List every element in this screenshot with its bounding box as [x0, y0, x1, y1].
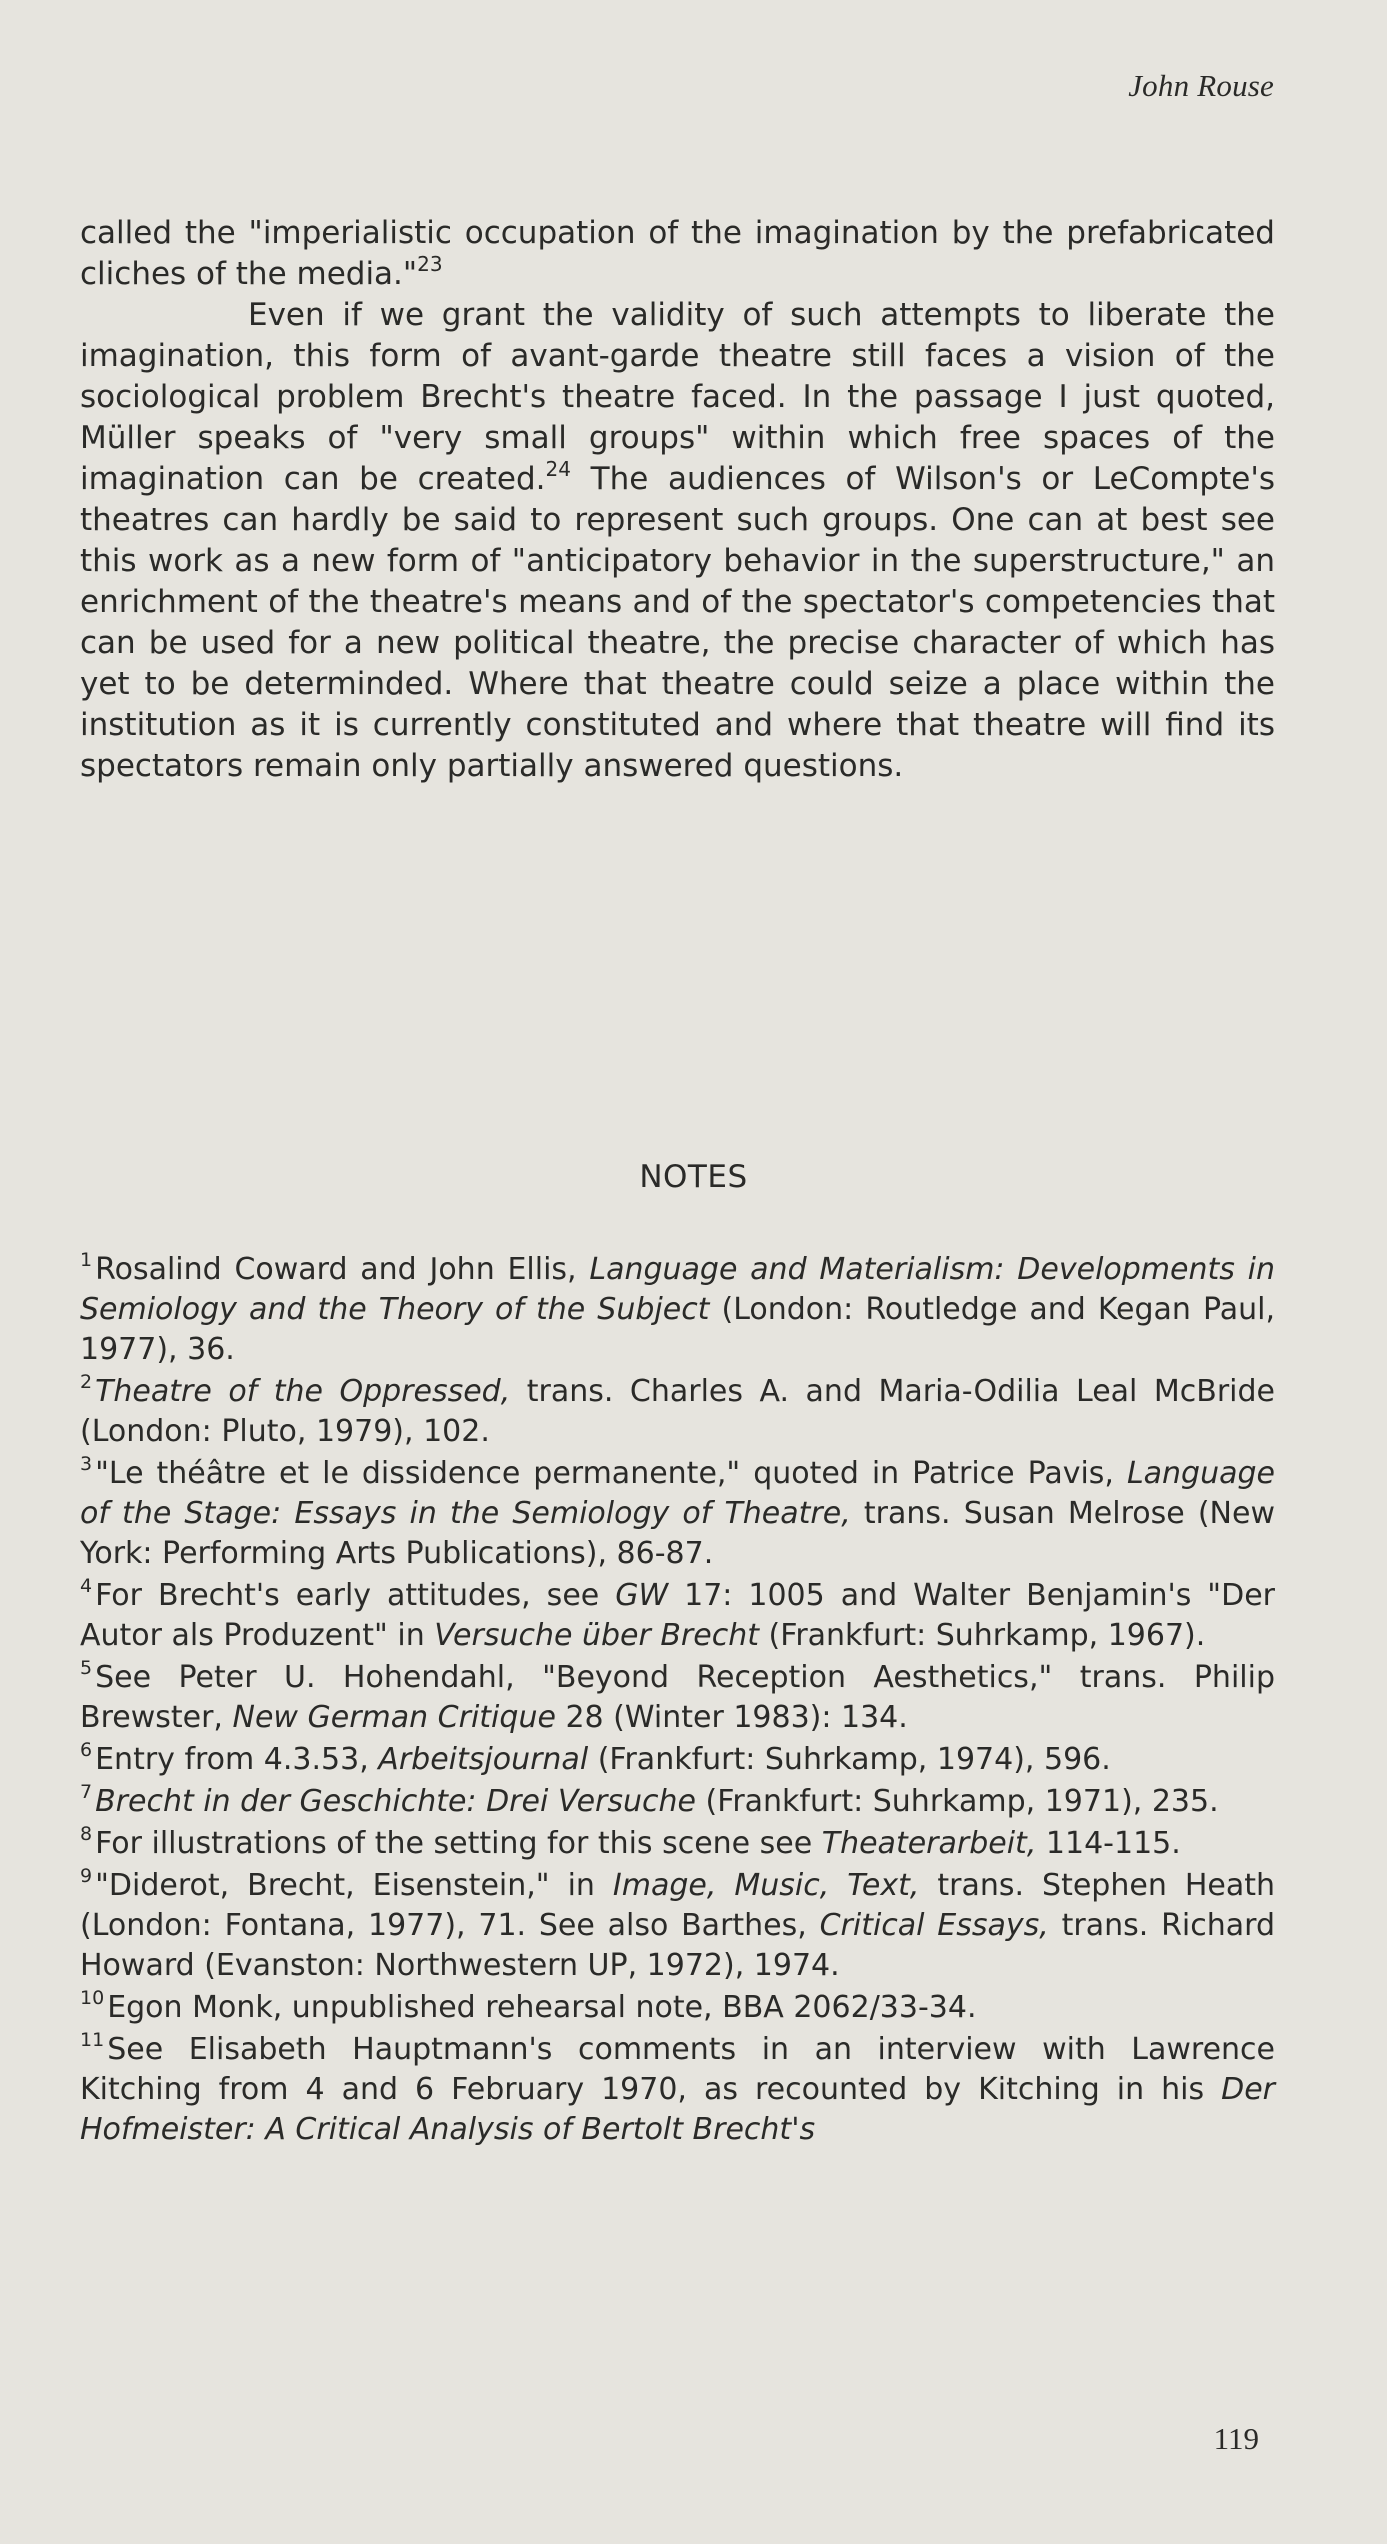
footnote-ref-24: 24 — [545, 457, 571, 481]
note-text: Rosalind Coward and John Ellis, — [95, 1252, 590, 1287]
note-text: 17: 1005 and Walter Benjamin's "Der Autor als Produzent" in — [80, 1578, 1275, 1653]
note-number: 7 — [80, 1781, 93, 1803]
note-text: "Diderot, Brecht, Eisenstein," in — [95, 1868, 613, 1903]
note-text: trans. Charles A. and Maria-Odilia Leal McBride (London: Pluto, 1979), 102. — [80, 1374, 1275, 1449]
note-text: For Brecht's early attitudes, see — [95, 1578, 616, 1613]
note-6 — [80, 1740, 1275, 1780]
note-5 — [80, 1658, 1275, 1738]
note-7 — [80, 1782, 1275, 1822]
note-number: 11 — [80, 2029, 105, 2051]
note-title: Critical Essays, — [819, 1908, 1049, 1943]
note-title: Language and Materialism: Developments in Semiology and the Theory of the Subject — [80, 1252, 1275, 1327]
note-number: 9 — [80, 1865, 93, 1887]
note-2 — [80, 1372, 1275, 1452]
note-number: 10 — [80, 1987, 105, 2009]
note-title: Image, Music, Text, — [612, 1868, 920, 1903]
notes-heading: NOTES — [639, 1159, 748, 1195]
note-text: See Peter U. Hohendahl, "Beyond Reception Aesthetics," trans. Philip Brewster, — [80, 1660, 1275, 1735]
note-title: Theaterarbeit, — [821, 1826, 1037, 1861]
note-number: 3 — [80, 1453, 93, 1475]
note-number: 6 — [80, 1739, 93, 1761]
note-title: New German Critique — [232, 1700, 556, 1735]
page-number: 119 — [1213, 2421, 1259, 2456]
note-title: Theatre of the Oppressed, — [95, 1374, 511, 1409]
note-1 — [80, 1250, 1275, 1370]
note-text: 114-115. — [1036, 1826, 1181, 1861]
note-number: 2 — [80, 1371, 93, 1393]
note-title: Der Hofmeister: A Critical Analysis of Bertolt Brecht's — [80, 2072, 1275, 2147]
paragraph-1: called the "imperialistic occupation of the imagination by the prefabricated cliches of the media."$^{23}$ — [80, 215, 1275, 292]
note-title: Brecht in der Geschichte: Drei Versuche — [95, 1784, 697, 1819]
running-header-author: John Rouse — [1128, 68, 1274, 103]
note-9 — [80, 1866, 1275, 1986]
note-title: Versuche über Brecht — [434, 1618, 759, 1653]
note-text: "Le théâtre et le dissidence permanente," quoted in Patrice Pavis, — [95, 1456, 1127, 1491]
note-title: Language of the Stage: Essays in the Semiology of Theatre, — [80, 1456, 1275, 1531]
note-4 — [80, 1576, 1275, 1656]
note-text: 28 (Winter 1983): 134. — [555, 1700, 908, 1735]
note-text: trans. Richard Howard (Evanston: Northwestern UP, 1972), 1974. — [80, 1908, 1276, 1983]
notes-list — [80, 1250, 1275, 2152]
body-text — [80, 213, 1275, 787]
note-text: Egon Monk, unpublished rehearsal note, BBA 2062/33-34. — [107, 1990, 977, 2025]
note-text: (Frankfurt: Suhrkamp, 1967). — [759, 1618, 1206, 1653]
note-8 — [80, 1824, 1275, 1864]
note-text: For illustrations of the setting for this scene see — [95, 1826, 822, 1861]
note-number: 1 — [80, 1249, 93, 1271]
note-text: trans. Stephen Heath (London: Fontana, 1977), 71. See also Barthes, — [80, 1868, 1275, 1943]
note-11 — [80, 2030, 1275, 2150]
note-title: GW — [615, 1578, 669, 1613]
note-text: (Frankfurt: Suhrkamp, 1971), 235. — [696, 1784, 1219, 1819]
note-3 — [80, 1454, 1275, 1574]
note-number: 4 — [80, 1575, 93, 1597]
note-10 — [80, 1988, 1275, 2028]
note-number: 5 — [80, 1657, 93, 1679]
note-text: (London: Routledge and Kegan Paul, 1977), 36. — [80, 1292, 1276, 1367]
note-title: Arbeitsjournal — [378, 1742, 589, 1777]
note-text: (Frankfurt: Suhrkamp, 1974), 596. — [588, 1742, 1111, 1777]
note-text: trans. Susan Melrose (New York: Performing Arts Publications), 86-87. — [80, 1496, 1275, 1571]
paragraph-2: Even if we grant the validity of such attempts to liberate the imagination, this form of avant-garde theatre still faces a vision of the sociological problem Brecht's theatre faced. In the passage I just quoted, Müller speaks of "very small groups" within which free spaces of the imagination can be created.$^{24}$ The audiences of Wilson's or LeCompte's theatres can hardly be said to represent such groups. One can at best see this work as a new form of "anticipatory behavior in the superstructure," an enrichment of the theatre's means and of the spectator's competencies that can be used for a new political theatre, the precise character of which has yet to be determinded. Where that theatre could seize a place within the institution as it is currently constituted and where that theatre will find its spectators remain only partially answered questions. — [80, 297, 1275, 784]
note-text: See Elisabeth Hauptmann's comments in an interview with Lawrence Kitching from 4 and 6 February 1970, as recounted by Kitching in his — [80, 2032, 1275, 2107]
note-text: Entry from 4.3.53, — [95, 1742, 379, 1777]
note-number: 8 — [80, 1823, 93, 1845]
footnote-ref-23: 23 — [417, 252, 443, 276]
